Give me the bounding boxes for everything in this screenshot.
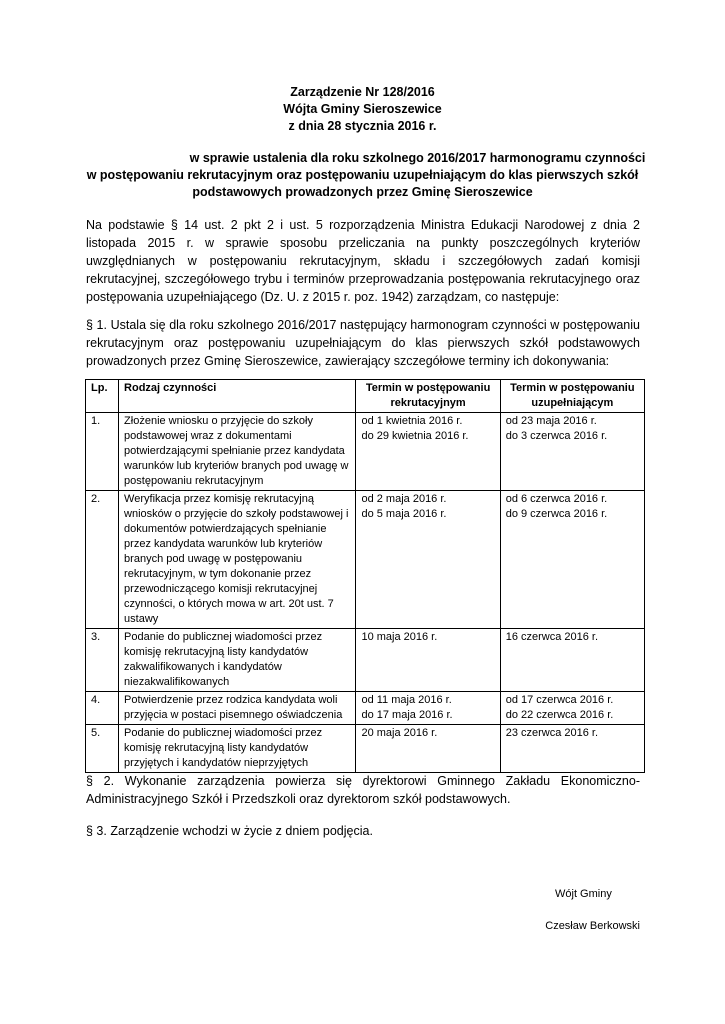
row-lp-cell: 2. — [86, 491, 119, 629]
section-3-paragraph: § 3. Zarządzenie wchodzi w życie z dniem podjęcia. — [86, 824, 373, 838]
row-supplementary-date-cell: od 23 maja 2016 r. do 3 czerwca 2016 r. — [500, 413, 644, 491]
subject-line-1: w sprawie ustalenia dla roku szkolnego 2016/2017 harmonogramu czynności — [189, 151, 646, 165]
header-date: z dnia 28 stycznia 2016 r. — [288, 119, 437, 133]
section-1-paragraph: § 1. Ustala się dla roku szkolnego 2016/2017 następujący harmonogram czynności w postępowaniu rekrutacyjnym oraz postępowaniu uzupełniającym do klas pierwszych szkół podstawowych prowadzonych przez Gminę Sieroszewice, zawierający szczegółowe terminy ich dokonywania: — [86, 318, 640, 368]
header-title: Zarządzenie Nr 128/2016 — [290, 85, 435, 99]
header-recruitment: Termin w postępowaniu rekrutacyjnym — [356, 380, 500, 413]
row-activity-cell: Podanie do publicznej wiadomości przez komisję rekrutacyjną listy kandydatów przyjętych i kandydatów nieprzyjętych — [119, 725, 356, 773]
table-row — [86, 692, 645, 725]
row-recruitment-date-cell: od 1 kwietnia 2016 r. do 29 kwietnia 2016 r. — [356, 413, 500, 491]
table-header-row — [86, 380, 645, 413]
table-row — [86, 725, 645, 773]
section-2-paragraph: § 2. Wykonanie zarządzenia powierza się dyrektorowi Gminnego Zakładu Ekonomiczno-Administracyjnego Szkół i Przedszkoli oraz dyrektorom szkół podstawowych. — [86, 774, 640, 806]
header-activity: Rodzaj czynności — [119, 380, 356, 413]
row-activity-cell: Weryfikacja przez komisję rekrutacyjną wniosków o przyjęcie do szkoły podstawowej i dokumentów potwierdzających spełnianie przez kandydata warunków lub kryteriów branych pod uwagę w postępowaniu rekrutacyjnym, w tym dokonanie przez przewodniczącego komisji rekrutacyjnej czynności, o których mowa w art. 20t ust. 7 ustawy — [119, 491, 356, 629]
row-supplementary-date-cell: 16 czerwca 2016 r. — [500, 629, 644, 692]
row-lp-cell: 5. — [86, 725, 119, 773]
row-supplementary-date-cell: od 6 czerwca 2016 r. do 9 czerwca 2016 r. — [500, 491, 644, 629]
header-issuer: Wójta Gminy Sieroszewice — [283, 102, 442, 116]
row-lp-cell: 4. — [86, 692, 119, 725]
row-lp-cell: 3. — [86, 629, 119, 692]
signature-name: Czesław Berkowski — [545, 920, 640, 932]
row-activity-cell: Podanie do publicznej wiadomości przez komisję rekrutacyjną listy kandydatów zakwalifikowanych i kandydatów niezakwalifikowanych — [119, 629, 356, 692]
schedule-table — [85, 379, 645, 773]
document-header — [0, 84, 725, 135]
row-lp-cell: 1. — [86, 413, 119, 491]
table-row — [86, 413, 645, 491]
row-activity-cell: Złożenie wniosku o przyjęcie do szkoły podstawowej wraz z dokumentami potwierdzającymi spełnianie przez kandydata warunków lub kryteriów branych pod uwagę w postępowaniu rekrutacyjnym — [119, 413, 356, 491]
signature-title: Wójt Gminy — [555, 888, 612, 900]
subject-line-3: podstawowych prowadzonych przez Gminę Sieroszewice — [192, 185, 533, 199]
row-supplementary-date-cell: od 17 czerwca 2016 r. do 22 czerwca 2016 r. — [500, 692, 644, 725]
row-activity-cell: Potwierdzenie przez rodzica kandydata woli przyjęcia w postaci pisemnego oświadczenia — [119, 692, 356, 725]
table-row — [86, 629, 645, 692]
header-supplementary: Termin w postępowaniu uzupełniającym — [500, 380, 644, 413]
document-subject — [60, 150, 665, 201]
row-supplementary-date-cell: 23 czerwca 2016 r. — [500, 725, 644, 773]
row-recruitment-date-cell: 10 maja 2016 r. — [356, 629, 500, 692]
subject-line-2: w postępowaniu rekrutacyjnym oraz postępowaniu uzupełniającym do klas pierwszych szkół — [86, 168, 639, 182]
table-row — [86, 491, 645, 629]
header-lp: Lp. — [86, 380, 119, 413]
row-recruitment-date-cell: od 11 maja 2016 r. do 17 maja 2016 r. — [356, 692, 500, 725]
preamble-paragraph: Na podstawie § 14 ust. 2 pkt 2 i ust. 5 rozporządzenia Ministra Edukacji Narodowej z dnia 2 listopada 2015 r. w sprawie sposobu przeliczania na punkty poszczególnych kryteriów uwzględnianych w postępowaniu rekrutacyjnym, składu i szczegółowych zadań komisji rekrutacyjnej, szczegółowego trybu i terminów przeprowadzania postępowania rekrutacyjnego oraz postępowania uzupełniającego (Dz. U. z 2015 r. poz. 1942) zarządzam, co następuje: — [86, 218, 640, 304]
row-recruitment-date-cell: 20 maja 2016 r. — [356, 725, 500, 773]
row-recruitment-date-cell: od 2 maja 2016 r. do 5 maja 2016 r. — [356, 491, 500, 629]
